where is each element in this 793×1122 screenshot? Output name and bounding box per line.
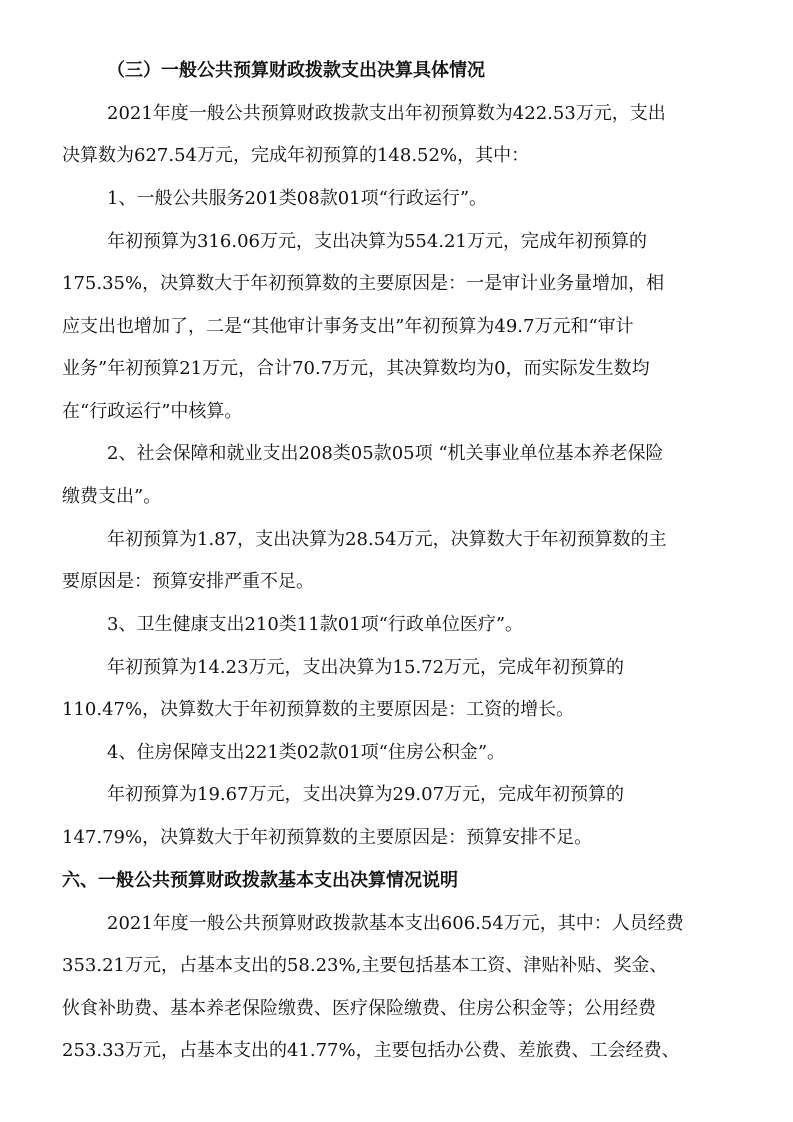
paragraph-line: 2021年度一般公共预算财政拨款支出年初预算数为422.53万元，支出 <box>107 103 666 124</box>
paragraph-line: 2021年度一般公共预算财政拨款基本支出606.54万元，其中：人员经费 <box>107 913 684 934</box>
paragraph-line: 决算数为627.54万元，完成年初预算的148.52%，其中： <box>62 145 530 166</box>
paragraph-line: 110.47%，决算数大于年初预算数的主要原因是：工资的增长。 <box>62 699 575 720</box>
paragraph-line: 年初预算为14.23万元，支出决算为15.72万元，完成年初预算的 <box>107 657 625 678</box>
paragraph-line: 在“行政运行”中核算。 <box>62 401 243 422</box>
item-heading-4: 4、住房保障支出221类02款01项“住房公积金”。 <box>107 742 506 763</box>
paragraph-line: 253.33万元，占基本支出的41.77%，主要包括办公费、差旅费、工会经费、 <box>62 1040 680 1061</box>
item-heading-3: 3、卫生健康支出210类11款01项“行政单位医疗”。 <box>107 614 524 635</box>
paragraph-line: 要原因是：预算安排严重不足。 <box>62 571 314 592</box>
paragraph-line: 年初预算为19.67万元，支出决算为29.07万元，完成年初预算的 <box>107 784 625 805</box>
paragraph-line: 175.35%，决算数大于年初预算数的主要原因是：一是审计业务量增加，相 <box>62 273 665 294</box>
paragraph-line: 应支出也增加了，二是“其他审计事务支出”年初预算为49.7万元和“审计 <box>62 316 634 337</box>
paragraph-line: 年初预算为316.06万元，支出决算为554.21万元，完成年初预算的 <box>107 231 647 252</box>
paragraph-line: 缴费支出”。 <box>62 486 162 507</box>
item-heading-2: 2、社会保障和就业支出208类05款05项 “机关事业单位基本养老保险 <box>107 443 664 464</box>
paragraph-line: 伙食补助费、基本养老保险缴费、医疗保险缴费、住房公积金等；公用经费 <box>62 998 656 1019</box>
paragraph-line: 年初预算为1.87，支出决算为28.54万元，决算数大于年初预算数的主 <box>107 529 667 550</box>
paragraph-line: 147.79%，决算数大于年初预算数的主要原因是：预算安排不足。 <box>62 827 593 848</box>
paragraph-line: 业务”年初预算21万元，合计70.7万元，其决算数均为0，而实际发生数均 <box>62 358 650 379</box>
item-heading-1: 1、一般公共服务201类08款01项“行政运行”。 <box>107 188 488 209</box>
paragraph-line: 353.21万元，占基本支出的58.23%,主要包括基本工资、津贴补贴、奖金、 <box>62 955 668 976</box>
section-heading-6: 六、一般公共预算财政拨款基本支出决算情况说明 <box>62 870 458 891</box>
section-heading-3: （三）一般公共预算财政拨款支出决算具体情况 <box>107 60 485 81</box>
